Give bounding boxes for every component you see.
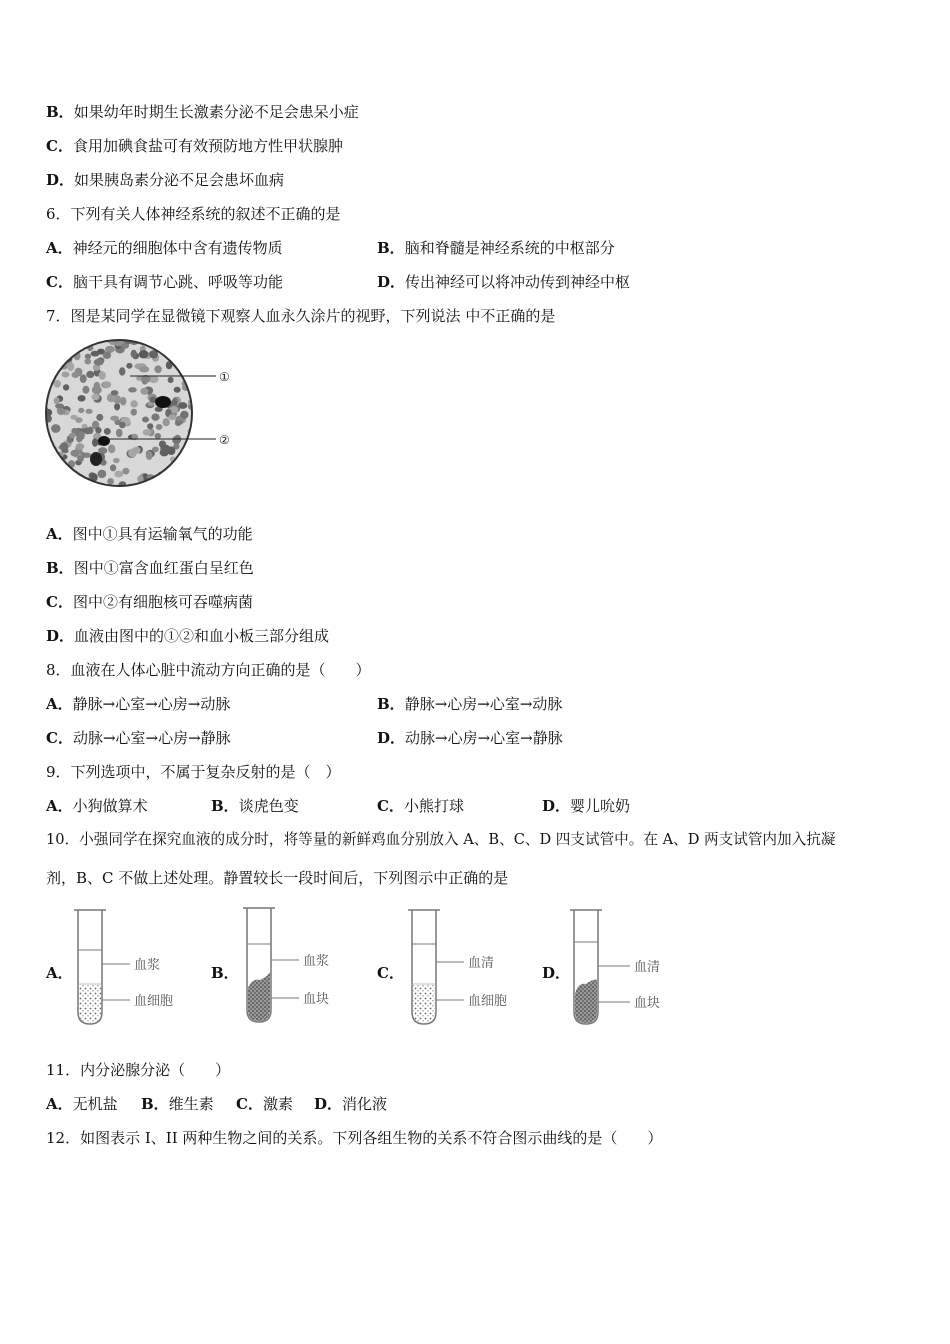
red-blood-cell — [63, 480, 69, 488]
red-blood-cell — [189, 433, 196, 441]
red-blood-cell — [94, 359, 104, 366]
tube-a-top-label: 血浆 — [134, 958, 161, 973]
white-blood-cell — [90, 452, 102, 466]
red-blood-cell — [156, 424, 163, 430]
q7-stem: 7．图是某同学在显微镜下观察人血永久涂片的视野，下列说法 中不正确的是 — [46, 307, 556, 325]
red-blood-cell — [170, 400, 178, 405]
q6-option-b: B．脑和脊髓是神经系统的中枢部分 — [377, 239, 615, 257]
tube-d-top-label: 血清 — [634, 960, 661, 975]
red-blood-cell — [47, 450, 55, 456]
red-blood-cell — [67, 343, 77, 349]
red-blood-cell — [59, 352, 68, 360]
tube-d — [570, 910, 660, 1024]
tube-d-bottom-label: 血块 — [634, 996, 661, 1011]
red-blood-cell — [131, 409, 137, 416]
red-blood-cell — [154, 365, 161, 373]
q10-tube-d-key: D． — [542, 964, 571, 982]
red-blood-cell — [139, 350, 149, 358]
red-blood-cell — [85, 358, 92, 364]
red-blood-cell — [107, 478, 114, 485]
q5-option-c: C．食用加碘食盐可有效预防地方性甲状腺肿 — [46, 137, 343, 155]
red-blood-cell — [57, 408, 66, 415]
q6-stem: 6．下列有关人体神经系统的叙述不正确的是 — [46, 205, 341, 223]
red-blood-cell — [52, 342, 62, 351]
q8-stem: 8．血液在人体心脏中流动方向正确的是（ ） — [46, 661, 371, 679]
red-blood-cell — [56, 338, 63, 344]
red-blood-cell — [86, 409, 93, 414]
red-blood-cell — [179, 339, 188, 348]
red-blood-cell — [80, 374, 87, 383]
red-blood-cell — [179, 360, 186, 367]
q9-option-a: A．小狗做算术 — [46, 797, 148, 815]
red-blood-cell — [128, 387, 137, 392]
red-blood-cell — [151, 413, 159, 420]
q10-stem-line1: 10．小强同学在探究血液的成分时，将等量的新鲜鸡血分别放入 A、B、C、D 四支试管中。在 A、D 两支试管内加入抗凝 — [46, 831, 836, 848]
red-blood-cell — [142, 417, 149, 423]
q11-option-c: C．激素 — [236, 1095, 293, 1113]
red-blood-cell — [191, 338, 197, 343]
red-blood-cell — [119, 367, 125, 375]
red-blood-cell — [83, 338, 91, 342]
red-blood-cell — [71, 450, 80, 457]
q6-option-a: A．神经元的细胞体中含有遗传物质 — [46, 239, 283, 257]
red-blood-cell — [44, 381, 48, 389]
q11-stem: 11．内分泌腺分泌（ ） — [46, 1061, 231, 1079]
tube-c-top-label: 血清 — [468, 956, 495, 971]
red-blood-cell — [130, 400, 138, 407]
red-blood-cell — [61, 448, 68, 453]
q5-option-d: D．如果胰岛素分泌不足会患坏血病 — [46, 171, 285, 189]
red-blood-cell — [78, 395, 86, 401]
red-blood-cell — [185, 473, 194, 481]
q9-option-d: D．婴儿吮奶 — [542, 797, 631, 815]
red-blood-cell — [119, 422, 126, 429]
red-blood-cell — [160, 445, 166, 453]
tube-a — [74, 910, 173, 1024]
tube-c — [408, 910, 507, 1024]
red-blood-cell — [147, 423, 153, 429]
red-blood-cell — [66, 341, 76, 350]
label-2: ② — [219, 433, 230, 447]
red-blood-cell — [143, 429, 152, 435]
red-blood-cell — [78, 431, 85, 440]
red-blood-cell — [77, 456, 84, 462]
red-blood-cell — [188, 398, 198, 405]
red-blood-cell — [54, 397, 60, 404]
red-blood-cell — [81, 479, 89, 485]
q11-option-d: D．消化液 — [314, 1095, 388, 1113]
red-blood-cell — [58, 338, 67, 343]
q9-option-c: C．小熊打球 — [377, 797, 464, 815]
red-blood-cell — [44, 340, 54, 346]
red-blood-cell — [139, 366, 149, 372]
red-blood-cell — [53, 355, 61, 364]
red-blood-cell — [103, 381, 112, 388]
red-blood-cell — [184, 455, 194, 461]
red-blood-cell — [65, 338, 73, 341]
q10-tube-c-key: C． — [377, 964, 404, 982]
test-tube-figures — [44, 902, 684, 1032]
red-blood-cell — [188, 338, 194, 343]
red-blood-cell — [104, 428, 111, 435]
label-1: ① — [219, 370, 230, 384]
red-blood-cell — [114, 403, 120, 410]
red-blood-cell — [187, 446, 197, 454]
red-blood-cell — [182, 456, 190, 461]
q8-option-b: B．静脉→心房→心室→动脉 — [377, 695, 563, 713]
white-blood-cell — [155, 396, 171, 408]
red-blood-cell — [182, 349, 189, 354]
q7-option-a: A．图中①具有运输氧气的功能 — [46, 525, 253, 543]
q6-option-c: C．脑干具有调节心跳、呼吸等功能 — [46, 273, 283, 291]
red-blood-cell — [51, 424, 60, 433]
q10-tube-a-key: A． — [46, 964, 73, 982]
red-blood-cell — [152, 447, 159, 453]
red-blood-cell — [168, 414, 176, 420]
red-blood-cell — [99, 371, 106, 380]
red-blood-cell — [147, 338, 154, 343]
red-blood-cell — [185, 338, 193, 343]
red-blood-cell — [155, 433, 162, 439]
red-blood-cell — [54, 341, 62, 349]
red-blood-cell — [44, 354, 50, 361]
red-blood-cell — [121, 343, 129, 349]
red-blood-cell — [103, 351, 111, 359]
q8-option-c: C．动脉→心室→心房→静脉 — [46, 729, 231, 747]
red-blood-cell — [95, 427, 101, 433]
red-blood-cell — [111, 390, 119, 395]
tube-b-bottom-label: 血块 — [303, 992, 330, 1007]
red-blood-cell — [86, 371, 94, 378]
red-blood-cell — [126, 363, 132, 369]
q10-tube-b-key: B． — [211, 964, 239, 982]
red-blood-cell — [108, 444, 115, 453]
q8-option-a: A．静脉→心室→心房→动脉 — [46, 695, 231, 713]
q7-option-c: C．图中②有细胞核可吞噬病菌 — [46, 593, 253, 611]
red-blood-cell — [76, 443, 85, 450]
q8-option-d: D．动脉→心房→心室→静脉 — [377, 729, 563, 747]
red-blood-cell — [53, 345, 60, 351]
tube-c-bottom-label: 血细胞 — [468, 994, 508, 1009]
red-blood-cell — [146, 451, 153, 460]
q12-stem: 12．如图表示 I、II 两种生物之间的关系。下列各组生物的关系不符合图示曲线的是（ ） — [46, 1129, 663, 1147]
red-blood-cell — [114, 471, 123, 478]
red-blood-cell — [96, 414, 103, 421]
q10-stem-line2: 剂，B、C 不做上述处理。静置较长一段时间后，下列图示中正确的是 — [46, 869, 509, 887]
red-blood-cell — [92, 386, 102, 394]
red-blood-cell — [172, 436, 181, 445]
red-blood-cell — [55, 354, 61, 362]
q11-option-b: B．维生素 — [141, 1095, 214, 1113]
red-blood-cell — [180, 411, 188, 419]
red-blood-cell — [62, 372, 70, 378]
red-blood-cell — [98, 470, 107, 478]
red-blood-cell — [163, 418, 170, 426]
red-blood-cell — [44, 369, 54, 374]
red-blood-cell — [113, 458, 120, 463]
red-blood-cell — [78, 408, 84, 413]
red-blood-cell — [122, 468, 129, 475]
red-blood-cell — [174, 387, 181, 393]
red-blood-cell — [178, 402, 187, 409]
red-blood-cell — [156, 480, 164, 487]
red-blood-cell — [167, 467, 176, 475]
red-blood-cell — [72, 372, 80, 378]
tube-b-top-label: 血浆 — [303, 954, 330, 969]
red-blood-cell — [131, 350, 137, 358]
red-blood-cell — [159, 338, 168, 344]
tube-b — [243, 908, 329, 1022]
white-blood-cell — [98, 436, 110, 446]
q5-option-b: B．如果幼年时期生长激素分泌不足会患呆小症 — [46, 103, 359, 121]
red-blood-cell — [67, 362, 74, 371]
red-blood-cell — [69, 433, 76, 438]
red-blood-cell — [110, 464, 116, 471]
red-blood-cell — [139, 338, 145, 342]
red-blood-cell — [184, 349, 192, 358]
red-blood-cell — [63, 384, 69, 390]
red-blood-cell — [91, 351, 100, 357]
red-blood-cell — [70, 415, 77, 420]
red-blood-cell — [182, 358, 189, 364]
q6-option-d: D．传出神经可以将冲动传到神经中枢 — [377, 273, 631, 291]
red-blood-cell — [82, 386, 89, 394]
red-blood-cell — [116, 429, 123, 438]
red-blood-cell — [64, 349, 72, 355]
tube-a-bottom-label: 血细胞 — [134, 994, 174, 1009]
red-blood-cell — [140, 388, 148, 395]
red-blood-cell — [110, 416, 119, 421]
q9-option-b: B．谈虎色变 — [211, 797, 299, 815]
q9-stem: 9．下列选项中，不属于复杂反射的是（ ） — [46, 763, 341, 781]
q7-option-b: B．图中①富含血红蛋白呈红色 — [46, 559, 254, 577]
red-blood-cell — [53, 380, 61, 388]
red-blood-cell — [177, 352, 186, 360]
red-blood-cell — [45, 340, 55, 347]
red-blood-cell — [159, 483, 165, 490]
q11-option-a: A．无机盐 — [46, 1095, 118, 1113]
red-blood-cell — [132, 447, 141, 454]
red-blood-cell — [168, 377, 174, 383]
red-blood-cell — [91, 394, 99, 400]
red-blood-cell — [188, 374, 194, 382]
q7-option-d: D．血液由图中的①②和血小板三部分组成 — [46, 627, 330, 645]
blood-smear-figure — [44, 338, 244, 498]
